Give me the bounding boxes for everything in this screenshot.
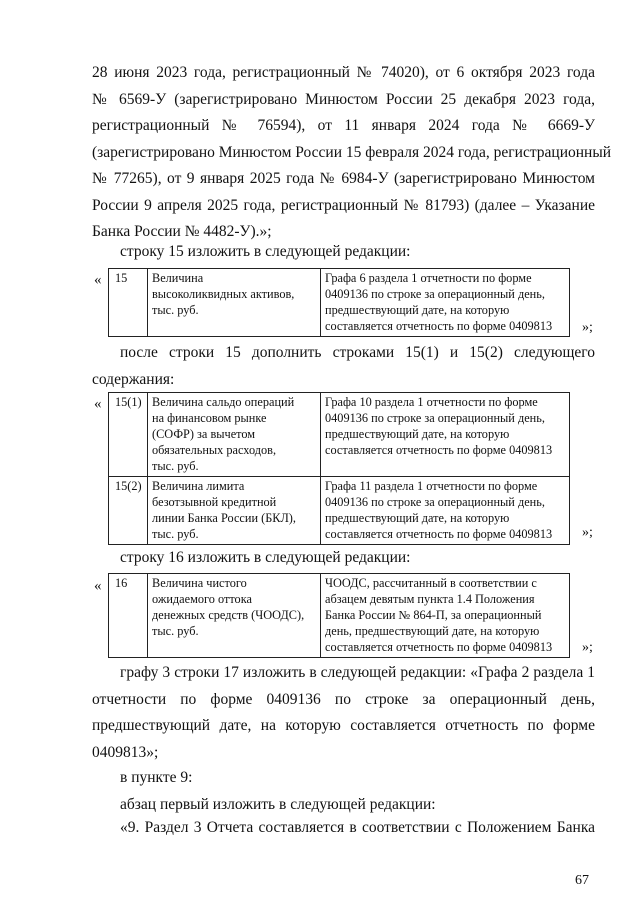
instruction-column-3-row-17 bbox=[92, 660, 595, 766]
cell-line: обязательных расходов, bbox=[152, 443, 277, 457]
cell-line: составляется отчетность по форме 0409813 bbox=[325, 319, 553, 333]
quoted-new-text bbox=[92, 815, 595, 842]
intro-line: Банка России № 4482-У).»; bbox=[92, 223, 272, 240]
instruction-line: предшествующий дате, на которую составляется отчетность по форме bbox=[92, 717, 595, 734]
instruction-row-16: строку 16 изложить в следующей редакции: bbox=[120, 549, 411, 566]
cell-line: (СОФР) за вычетом bbox=[152, 427, 256, 441]
intro-line: регистрационный № 76594), от 11 января 2024 года № 6669-У bbox=[92, 117, 595, 134]
open-quote: « bbox=[94, 578, 102, 594]
instruction-line: 0409813»; bbox=[92, 743, 159, 761]
cell-line: составляется отчетность по форме 0409813 bbox=[325, 527, 553, 541]
cell-line: предшествующий дате, на которую bbox=[325, 511, 510, 525]
row-description-cell bbox=[321, 393, 570, 477]
intro-line: России 9 апреля 2025 года, регистрационный № 81793) (далее – Указание bbox=[92, 196, 595, 214]
table-row bbox=[109, 574, 570, 658]
cell-line: Величина сальдо операций bbox=[152, 395, 295, 409]
intro-paragraph bbox=[92, 60, 612, 246]
table-row bbox=[109, 477, 570, 545]
cell-line: предшествующий дате, на которую bbox=[325, 303, 510, 317]
table-row-15 bbox=[108, 268, 570, 337]
intro-line: (зарегистрировано Минюстом России 15 февраля 2024 года, регистрационный bbox=[92, 143, 612, 161]
cell-line: ЧООДС, рассчитанный в соответствии с bbox=[325, 576, 537, 590]
row-name-cell bbox=[148, 477, 321, 545]
open-quote: « bbox=[94, 396, 102, 412]
instruction-item-9: в пункте 9: bbox=[120, 769, 193, 786]
row-description-cell bbox=[321, 269, 570, 337]
row-name-cell bbox=[148, 574, 321, 658]
close-quote: »; bbox=[582, 640, 593, 655]
cell-line: безотзывной кредитной bbox=[152, 495, 277, 509]
cell-line: Графа 11 раздела 1 отчетности по форме bbox=[325, 479, 538, 493]
instruction-line: после строки 15 дополнить строками 15(1) и 15(2) следующего bbox=[120, 344, 595, 361]
cell-line: высоколиквидных активов, bbox=[152, 287, 295, 301]
cell-line: Графа 6 раздела 1 отчетности по форме bbox=[325, 271, 532, 285]
instruction-add-rows bbox=[92, 340, 595, 393]
row-number-cell: 15(2) bbox=[109, 477, 148, 545]
row-number-cell: 15 bbox=[109, 269, 148, 337]
intro-line: № 6569-У (зарегистрировано Минюстом России 25 декабря 2023 года, bbox=[92, 90, 595, 108]
cell-line: на финансовом рынке bbox=[152, 411, 267, 425]
close-quote: »; bbox=[582, 320, 593, 335]
instruction-line: отчетности по форме 0409136 по строке за операционный день, bbox=[92, 690, 595, 708]
cell-line: составляется отчетность по форме 0409813 bbox=[325, 640, 553, 654]
cell-line: Банка России № 864-П, за операционный bbox=[325, 608, 542, 622]
cell-line: тыс. руб. bbox=[152, 527, 199, 541]
instruction-line: содержания: bbox=[92, 370, 175, 388]
cell-line: 0409136 по строке за операционный день, bbox=[325, 287, 545, 301]
row-name-cell bbox=[148, 269, 321, 337]
cell-line: тыс. руб. bbox=[152, 303, 199, 317]
cell-line: Величина лимита bbox=[152, 479, 245, 493]
row-number-cell: 15(1) bbox=[109, 393, 148, 477]
cell-line: 0409136 по строке за операционный день, bbox=[325, 495, 545, 509]
row-name-cell bbox=[148, 393, 321, 477]
row-description-cell bbox=[321, 574, 570, 658]
intro-line: № 77265), от 9 января 2025 года № 6984-У (зарегистрировано Минюстом bbox=[92, 170, 595, 187]
table-row bbox=[109, 393, 570, 477]
cell-line: предшествующий дате, на которую bbox=[325, 427, 510, 441]
intro-line: 28 июня 2023 года, регистрационный № 74020), от 6 октября 2023 года bbox=[92, 64, 595, 81]
open-quote: « bbox=[94, 272, 102, 288]
close-quote: »; bbox=[582, 525, 593, 540]
cell-line: линии Банка России (БКЛ), bbox=[152, 511, 296, 525]
cell-line: абзацем девятым пункта 1.4 Положения bbox=[325, 592, 535, 606]
page-number: 67 bbox=[575, 873, 589, 888]
cell-line: Величина bbox=[152, 271, 204, 285]
instruction-row-15: строку 15 изложить в следующей редакции: bbox=[120, 243, 411, 260]
table-row-16 bbox=[108, 573, 570, 658]
cell-line: тыс. руб. bbox=[152, 459, 199, 473]
table-row bbox=[109, 269, 570, 337]
cell-line: денежных средств (ЧООДС), bbox=[152, 608, 305, 622]
cell-line: 0409136 по строке за операционный день, bbox=[325, 411, 545, 425]
row-description-cell bbox=[321, 477, 570, 545]
cell-line: тыс. руб. bbox=[152, 624, 199, 638]
table-rows-15-1-15-2 bbox=[108, 392, 570, 545]
cell-line: ожидаемого оттока bbox=[152, 592, 252, 606]
cell-line: Графа 10 раздела 1 отчетности по форме bbox=[325, 395, 538, 409]
cell-line: день, предшествующий дате, на которую bbox=[325, 624, 540, 638]
instruction-line: графу 3 строки 17 изложить в следующей редакции: «Графа 2 раздела 1 bbox=[120, 664, 595, 681]
cell-line: составляется отчетность по форме 0409813 bbox=[325, 443, 553, 457]
instruction-line: «9. Раздел 3 Отчета составляется в соответствии с Положением Банка bbox=[120, 819, 595, 836]
row-number-cell: 16 bbox=[109, 574, 148, 658]
cell-line: Величина чистого bbox=[152, 576, 247, 590]
instruction-first-paragraph: абзац первый изложить в следующей редакции: bbox=[120, 796, 436, 813]
